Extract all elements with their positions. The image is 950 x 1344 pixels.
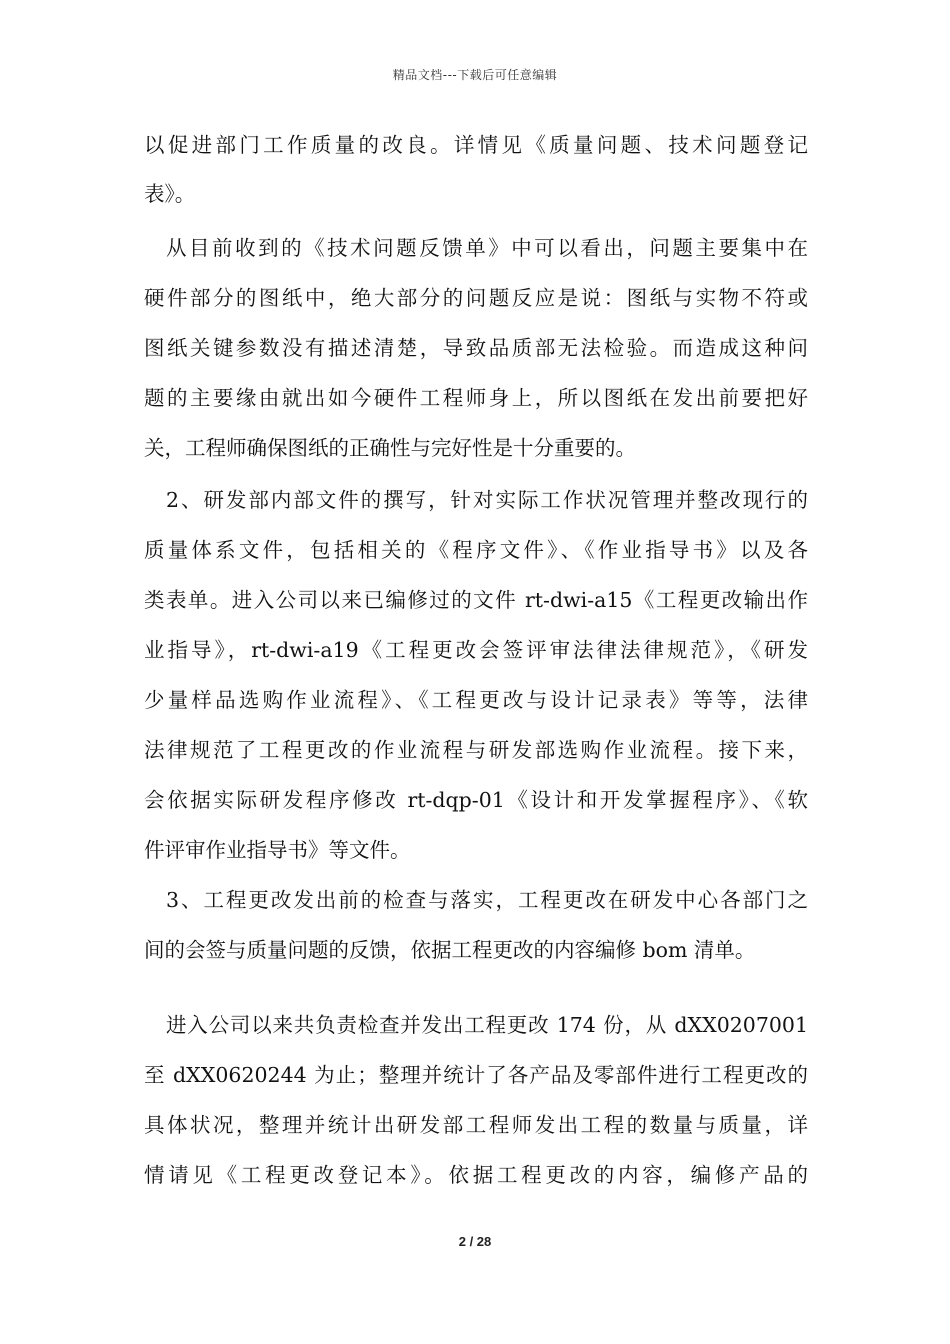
text-line: 从目前收到的《技术问题反馈单》中可以看出，问题主要集中在 — [166, 236, 808, 260]
page-number: 2 / 28 — [458, 1234, 492, 1249]
text-line: 间的会签与质量问题的反馈，依据工程更改的内容编修 bom 清单。 — [144, 938, 756, 962]
text-line: 至 dXX0620244 为止；整理并统计了各产品及零部件进行工程更改的 — [144, 1063, 808, 1087]
text-line: 法律规范了工程更改的作业流程与研发部选购作业流程。接下来， — [144, 738, 808, 762]
text-line: 质量体系文件，包括相关的《程序文件》、《作业指导书》以及各 — [144, 538, 808, 562]
text-line: 业指导》，rt-dwi-a19《工程更改会签评审法律法律规范》，《研发 — [144, 638, 808, 662]
text-line: 类表单。进入公司以来已编修过的文件 rt-dwi-a15《工程更改输出作 — [144, 588, 808, 612]
text-line: 关，工程师确保图纸的正确性与完好性是十分重要的。 — [144, 436, 636, 460]
page-header: 精品文档---下载后可任意编辑 — [392, 68, 558, 82]
text-line: 件评审作业指导书》等文件。 — [144, 838, 411, 862]
text-line: 会依据实际研发程序修改 rt-dqp-01《设计和开发掌握程序》、《软 — [144, 788, 808, 812]
text-line: 2、研发部内部文件的撰写，针对实际工作状况管理并整改现行的 — [166, 488, 808, 512]
text-line: 3、工程更改发出前的检查与落实，工程更改在研发中心各部门之 — [166, 888, 808, 912]
text-line: 进入公司以来共负责检查并发出工程更改 174 份，从 dXX0207001 — [166, 1013, 808, 1037]
text-line: 题的主要缘由就出如今硬件工程师身上，所以图纸在发出前要把好 — [144, 386, 808, 410]
text-line: 少量样品选购作业流程》、《工程更改与设计记录表》等等，法律 — [144, 688, 808, 712]
text-line: 硬件部分的图纸中，绝大部分的问题反应是说：图纸与实物不符或 — [144, 286, 808, 310]
text-line: 图纸关键参数没有描述清楚，导致品质部无法检验。而造成这种问 — [144, 336, 808, 360]
text-line: 具体状况，整理并统计出研发部工程师发出工程的数量与质量，详 — [144, 1113, 808, 1137]
text-line: 以促进部门工作质量的改良。详情见《质量问题、技术问题登记 — [144, 133, 808, 157]
text-line: 表》。 — [144, 182, 196, 206]
text-line: 情请见《工程更改登记本》。依据工程更改的内容，编修产品的 — [144, 1163, 808, 1187]
